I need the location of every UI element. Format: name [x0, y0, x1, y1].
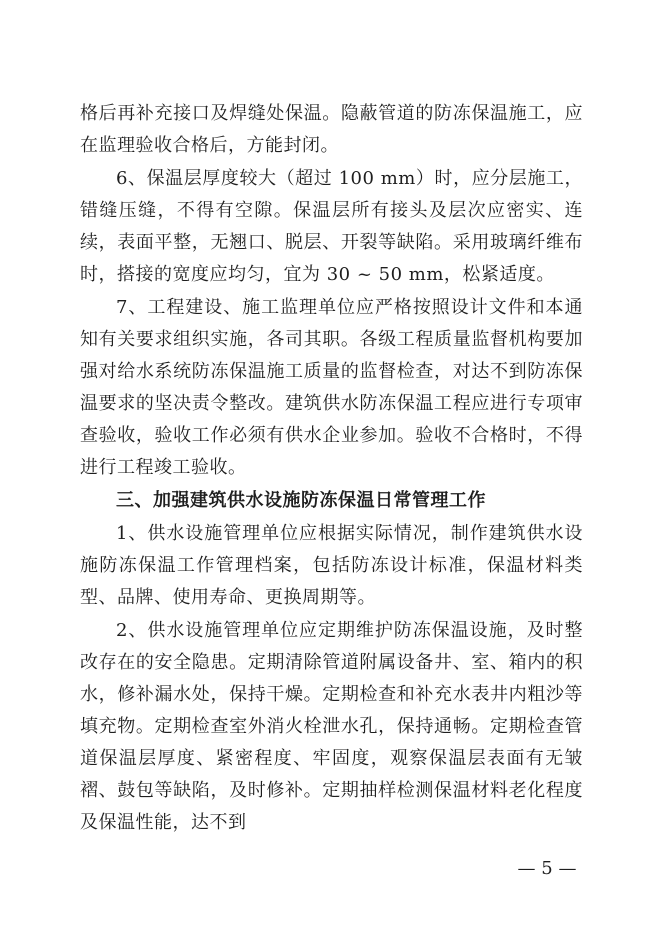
paragraph-item-7: 7、工程建设、施工监理单位应严格按照设计文件和本通知有关要求组织实施，各司其职。各级工程质量监督机构要加强对给水系统防冻保温施工质量的监督检查，对达不到防冻保温要求的坚决责令整改。建筑供水防冻保温工程应进行专项审查验收，验收工作必须有供水企业参加。验收不合格时，不得进行工程竣工验收。 [80, 297, 583, 478]
paragraph-item-1: 1、供水设施管理单位应根据实际情况，制作建筑供水设施防冻保温工作管理档案，包括防冻设计标准，保温材料类型、品牌、使用寿命、更换周期等。 [80, 523, 583, 608]
paragraph-item-2: 2、供水设施管理单位应定期维护防冻保温设施，及时整改存在的安全隐患。定期清除管道附属设备井、室、箱内的积水，修补漏水处，保持干燥。定期检查和补充水表井内粗沙等填充物。定期检查室外消火栓泄水孔，保持通畅。定期检查管道保温层厚度、紧密程度、牢固度，观察保温层表面有无皱褶、鼓包等缺陷，及时修补。定期抽样检测保温材料老化程度及保温性能，达不到 [80, 620, 583, 833]
paragraph-item-6: 6、保温层厚度较大（超过 100 mm）时，应分层施工，错缝压缝，不得有空隙。保温层所有接头及层次应密实、连续，表面平整，无翘口、脱层、开裂等缺陷。采用玻璃纤维布时，搭接的宽度应均匀，宜为 30 ~ 50 mm，松紧适度。 [80, 168, 583, 285]
section-heading-3: 三、加强建筑供水设施防冻保温日常管理工作 [116, 490, 486, 511]
document-body [80, 98, 583, 840]
page-number: — 5 — [517, 858, 577, 879]
paragraph-continuation: 格后再补充接口及焊缝处保温。隐蔽管道的防冻保温施工，应在监理验收合格后，方能封闭。 [80, 103, 583, 156]
